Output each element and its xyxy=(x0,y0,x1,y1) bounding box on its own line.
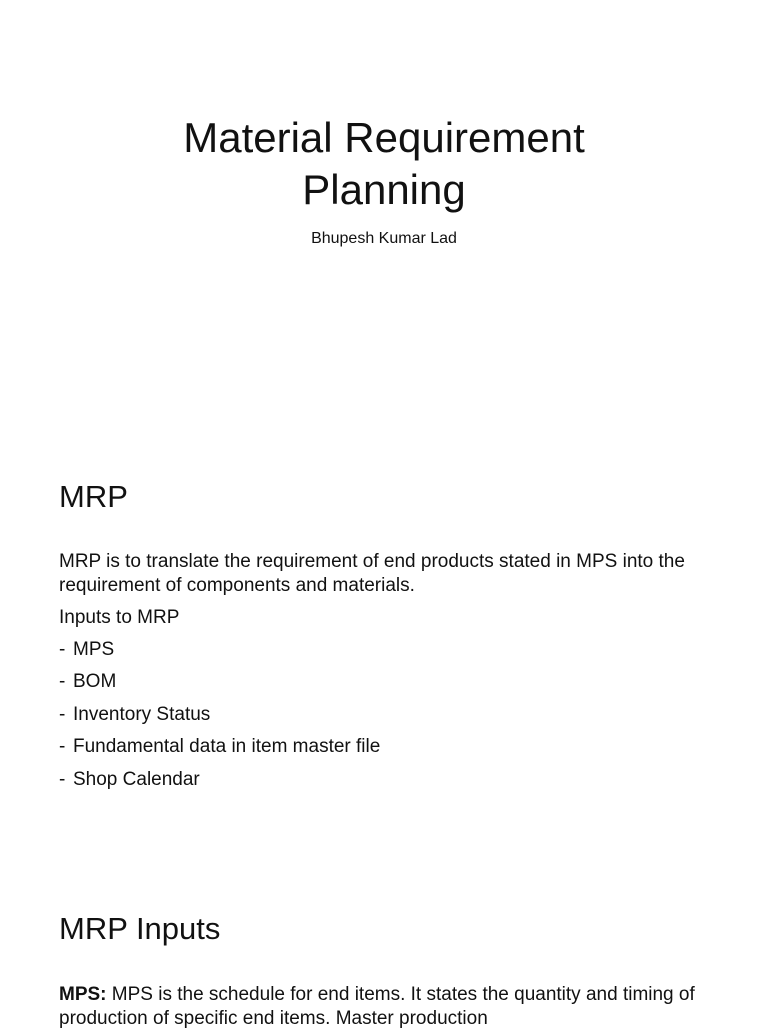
title-line-2: Planning xyxy=(302,166,466,213)
mps-term: MPS: xyxy=(59,984,107,1005)
title-line-1: Material Requirement xyxy=(183,114,585,161)
presentation-title xyxy=(0,112,768,216)
mrp-inputs-slide xyxy=(0,864,768,1029)
bullet-dash: - xyxy=(59,639,66,660)
list-item xyxy=(59,638,380,670)
mrp-intro-text: MRP is to translate the requirement of end products stated in MPS into the requirement of components and materials. xyxy=(59,551,685,596)
list-item-text: Fundamental data in item master file xyxy=(73,736,381,758)
list-item xyxy=(59,768,380,800)
list-item xyxy=(59,703,380,735)
title-slide xyxy=(0,0,768,432)
author-name: Bhupesh Kumar Lad xyxy=(311,230,457,247)
bullet-dash: - xyxy=(59,768,66,790)
list-item-text: Shop Calendar xyxy=(73,768,200,790)
mrp-heading: MRP xyxy=(59,479,128,514)
list-item-text: MPS xyxy=(73,639,115,660)
bullet-dash: - xyxy=(59,671,66,693)
mrp-inputs-list xyxy=(59,638,380,800)
list-item-text: Inventory Status xyxy=(73,703,211,725)
mps-definition: MPS is the schedule for end items. It states the quantity and timing of production of specific end items. Master production xyxy=(59,984,695,1029)
mrp-inputs-label: Inputs to MRP xyxy=(59,607,180,628)
list-item xyxy=(59,735,380,767)
bullet-dash: - xyxy=(59,703,66,725)
list-item-text: BOM xyxy=(73,671,117,693)
list-item xyxy=(59,670,380,702)
bullet-dash: - xyxy=(59,736,66,758)
mrp-inputs-heading: MRP Inputs xyxy=(59,911,221,946)
mrp-slide xyxy=(0,432,768,864)
